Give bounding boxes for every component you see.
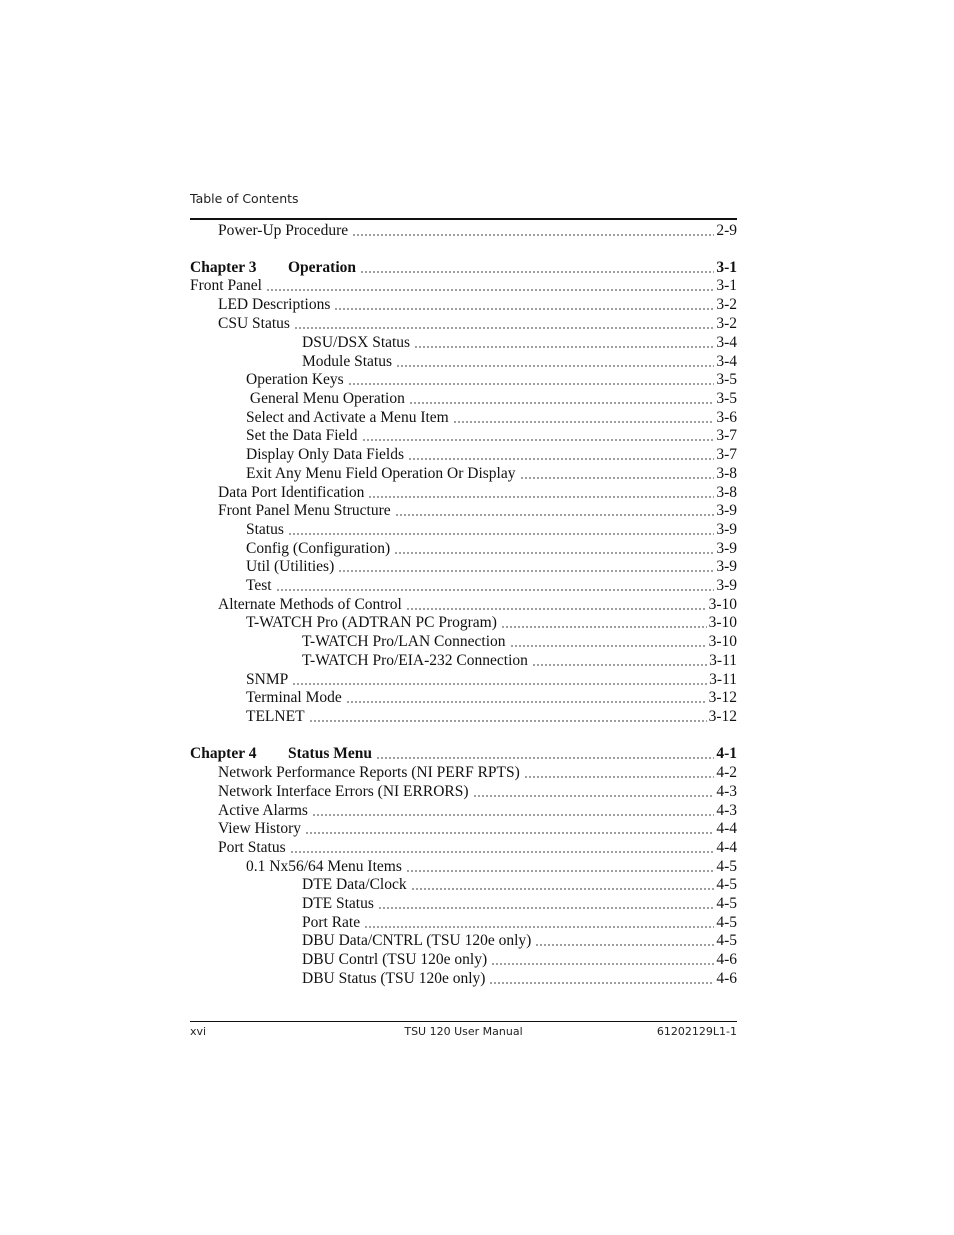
toc-dot-leader — [453, 421, 715, 423]
toc-entry — [302, 931, 737, 950]
toc-entry-title: Alternate Methods of Control — [218, 596, 402, 613]
toc-page-number: 3-10 — [708, 614, 737, 631]
toc-entry — [302, 913, 737, 932]
toc-dot-leader — [309, 720, 707, 722]
toc-page-number: 4-5 — [716, 895, 737, 912]
toc-dot-leader — [409, 402, 715, 404]
toc-dot-leader — [408, 458, 714, 460]
toc-chapter-label: Chapter 4 — [190, 745, 257, 762]
toc-entry — [218, 819, 737, 838]
toc-page-number: 4-5 — [716, 876, 737, 893]
toc-dot-leader — [411, 888, 715, 890]
toc-page-number: 3-11 — [709, 652, 737, 669]
toc-dot-leader — [292, 683, 707, 685]
toc-dot-leader — [510, 645, 707, 647]
toc-entry-title: LED Descriptions — [218, 296, 331, 313]
toc-entry-title: T-WATCH Pro (ADTRAN PC Program) — [246, 614, 497, 631]
toc-dot-leader — [520, 477, 715, 479]
toc-page-number: 4-5 — [716, 932, 737, 949]
toc-entry — [302, 352, 737, 371]
toc-entry-title: Util (Utilities) — [246, 558, 335, 575]
toc-page-number: 3-10 — [708, 596, 737, 613]
toc-entry — [302, 632, 737, 651]
toc-entry — [246, 707, 737, 726]
toc-dot-leader — [305, 832, 714, 834]
toc-page-number: 3-7 — [716, 427, 737, 444]
toc-entry-title: Module Status — [302, 353, 392, 370]
toc-entry-title: General Menu Operation — [246, 390, 405, 407]
toc-page-number: 3-2 — [716, 315, 737, 332]
toc-entry — [246, 539, 737, 558]
running-header-title: Table of Contents — [190, 191, 299, 206]
toc-page-number: 4-5 — [716, 914, 737, 931]
toc-entry-title: Network Performance Reports (NI PERF RPTS) — [218, 764, 520, 781]
page-footer — [190, 1025, 737, 1041]
toc-entry — [218, 782, 737, 801]
toc-entry — [302, 333, 737, 352]
toc-entry — [246, 576, 737, 595]
toc-entry — [246, 857, 737, 876]
toc-chapter-title: Operation — [288, 259, 357, 276]
toc-entry-title: DBU Status (TSU 120e only) — [302, 970, 486, 987]
toc-entry — [218, 838, 737, 857]
toc-entry — [246, 557, 737, 576]
toc-page-number: 4-5 — [716, 858, 737, 875]
footer-rule — [190, 1021, 737, 1022]
toc-page-number: 4-3 — [716, 783, 737, 800]
toc-entry-title: Network Interface Errors (NI ERRORS) — [218, 783, 469, 800]
toc-entry-title: Select and Activate a Menu Item — [246, 409, 449, 426]
toc-entry-title: T-WATCH Pro/EIA-232 Connection — [302, 652, 528, 669]
toc-page-number: 3-1 — [716, 277, 737, 294]
toc-entry-title: 0.1 Nx56/64 Menu Items — [246, 858, 402, 875]
toc-entry-title: CSU Status — [218, 315, 290, 332]
toc-entry — [218, 801, 737, 820]
toc-dot-leader — [346, 701, 707, 703]
toc-dot-leader — [491, 963, 714, 965]
toc-entry — [190, 276, 737, 295]
toc-dot-leader — [532, 664, 707, 666]
toc-entry-title: DBU Contrl (TSU 120e only) — [302, 951, 488, 968]
toc-page-number: 4-6 — [716, 951, 737, 968]
toc-dot-leader — [312, 814, 714, 816]
toc-entry — [246, 445, 737, 464]
toc-dot-leader — [376, 757, 714, 759]
toc-entry-title: DTE Status — [302, 895, 374, 912]
toc-entry — [218, 221, 737, 240]
toc-dot-leader — [338, 570, 714, 572]
toc-dot-leader — [348, 383, 715, 385]
toc-page-number: 3-9 — [716, 540, 737, 557]
toc-page-number: 3-2 — [716, 296, 737, 313]
toc-page-number: 3-12 — [708, 689, 737, 706]
toc-dot-leader — [290, 851, 715, 853]
toc-entry-title — [190, 744, 372, 763]
toc-page-number: 3-9 — [716, 558, 737, 575]
toc-dot-leader — [360, 271, 714, 273]
toc-page-number: 4-4 — [716, 839, 737, 856]
toc-page-number: 4-4 — [716, 820, 737, 837]
toc-page-number: 3-5 — [716, 390, 737, 407]
toc-entry — [302, 969, 737, 988]
toc-page-number: 3-11 — [709, 671, 737, 688]
toc-entry-title: Test — [246, 577, 272, 594]
toc-dot-leader — [368, 496, 714, 498]
toc-page-number: 4-6 — [716, 970, 737, 987]
toc-entry-title: Port Rate — [302, 914, 361, 931]
toc-dot-leader — [501, 626, 707, 628]
toc-page-number: 3-12 — [708, 708, 737, 725]
toc-dot-leader — [406, 608, 707, 610]
toc-page-number: 3-9 — [716, 521, 737, 538]
toc-page-number: 2-9 — [716, 222, 737, 239]
toc-chapter-entry — [190, 744, 737, 763]
toc-entry — [302, 651, 737, 670]
toc-dot-leader — [288, 533, 714, 535]
toc-page-number: 3-9 — [716, 577, 737, 594]
toc-entry — [218, 483, 737, 502]
toc-dot-leader — [473, 795, 715, 797]
toc-entry — [246, 464, 737, 483]
toc-entry-title: Config (Configuration) — [246, 540, 391, 557]
toc-entry-title: Data Port Identification — [218, 484, 365, 501]
toc-entry — [302, 950, 737, 969]
toc-chapter-label: Chapter 3 — [190, 259, 257, 276]
toc-entry-title: Set the Data Field — [246, 427, 358, 444]
toc-entry-title: T-WATCH Pro/LAN Connection — [302, 633, 506, 650]
toc-page-number: 3-10 — [708, 633, 737, 650]
toc-dot-leader — [395, 514, 715, 516]
toc-dot-leader — [352, 234, 714, 236]
toc-dot-leader — [294, 327, 714, 329]
toc-entry — [218, 595, 737, 614]
footer-document-number: 61202129L1-1 — [656, 1025, 737, 1038]
toc-dot-leader — [362, 439, 715, 441]
toc-dot-leader — [378, 907, 714, 909]
toc-entry-title: Front Panel — [190, 277, 262, 294]
toc-entry-title: Status — [246, 521, 284, 538]
toc-entry — [246, 389, 737, 408]
toc-page-number: 3-9 — [716, 502, 737, 519]
toc-entry — [246, 688, 737, 707]
toc-page-number: 3-8 — [716, 484, 737, 501]
toc-entry — [246, 670, 737, 689]
toc-entry — [246, 613, 737, 632]
toc-entry-title: SNMP — [246, 671, 289, 688]
toc-chapter-title: Status Menu — [288, 745, 372, 762]
toc-entry-title: View History — [218, 820, 302, 837]
toc-entry — [246, 520, 737, 539]
footer-page-number: xvi — [190, 1025, 207, 1038]
toc-page-number: 3-8 — [716, 465, 737, 482]
toc-page-number: 4-3 — [716, 802, 737, 819]
toc-entry-title: DBU Data/CNTRL (TSU 120e only) — [302, 932, 532, 949]
toc-entry — [218, 314, 737, 333]
toc-entry-title: Power-Up Procedure — [218, 222, 349, 239]
toc-page-number: 3-4 — [716, 353, 737, 370]
toc-entry-title: Port Status — [218, 839, 286, 856]
toc-entry — [246, 370, 737, 389]
toc-entry — [218, 501, 737, 520]
toc-dot-leader — [396, 365, 714, 367]
toc-dot-leader — [334, 308, 714, 310]
toc-page-number: 3-6 — [716, 409, 737, 426]
toc-chapter-entry — [190, 258, 737, 277]
toc-entry-title: Display Only Data Fields — [246, 446, 404, 463]
toc-entry — [302, 875, 737, 894]
toc-entry-title: Active Alarms — [218, 802, 308, 819]
toc-entry-title: DSU/DSX Status — [302, 334, 411, 351]
toc-entry-title: Front Panel Menu Structure — [218, 502, 391, 519]
toc-page-number: 4-1 — [716, 745, 737, 762]
toc-page-number: 3-7 — [716, 446, 737, 463]
toc-dot-leader — [414, 346, 714, 348]
toc-entry — [246, 408, 737, 427]
toc-dot-leader — [276, 589, 715, 591]
toc-entry — [302, 894, 737, 913]
toc-dot-leader — [524, 776, 715, 778]
toc-dot-leader — [266, 289, 714, 291]
toc-page-number: 4-2 — [716, 764, 737, 781]
toc-entry-title: Exit Any Menu Field Operation Or Display — [246, 465, 516, 482]
toc-dot-leader — [406, 870, 714, 872]
header-rule — [190, 218, 737, 220]
toc-page-number: 3-4 — [716, 334, 737, 351]
toc-page-number: 3-5 — [716, 371, 737, 388]
toc-entry-title: DTE Data/Clock — [302, 876, 407, 893]
toc-dot-leader — [489, 982, 714, 984]
toc-entry — [246, 426, 737, 445]
toc-entry — [218, 295, 737, 314]
toc-dot-leader — [394, 552, 714, 554]
toc-entry-title: Operation Keys — [246, 371, 344, 388]
toc-entry-title: TELNET — [246, 708, 305, 725]
toc-dot-leader — [535, 944, 714, 946]
toc-entry — [218, 763, 737, 782]
toc-dot-leader — [364, 926, 714, 928]
footer-manual-title: TSU 120 User Manual — [404, 1025, 523, 1038]
toc-entry-title — [190, 258, 356, 277]
toc-page-number: 3-1 — [716, 259, 737, 276]
toc-entry-title: Terminal Mode — [246, 689, 342, 706]
